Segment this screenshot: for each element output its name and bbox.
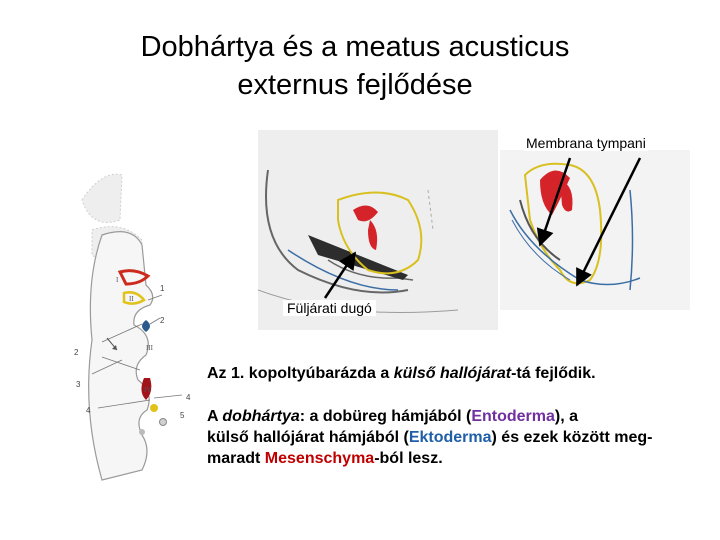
title-line-2: externus fejlődése bbox=[237, 69, 473, 101]
figure-roman-2: II bbox=[129, 295, 134, 303]
fuljarati-dugo-label: Füljárati dugó bbox=[283, 300, 376, 316]
title-line-1: Dobhártya és a meatus acusticus bbox=[140, 31, 570, 63]
p2-text-g: -ból lesz. bbox=[374, 450, 443, 467]
figure-number-3: 3 bbox=[76, 380, 81, 389]
figure-number-4b: 4 bbox=[186, 393, 191, 402]
pharyngeal-arches-figure bbox=[62, 160, 212, 490]
slide-title bbox=[60, 28, 650, 104]
mesenchyma-term: Mesenschyma bbox=[264, 450, 375, 467]
p2-italic: dobhártya bbox=[222, 408, 300, 425]
paragraph-1 bbox=[207, 363, 712, 384]
p1-text-b: -tá fejlődik. bbox=[511, 365, 596, 382]
figure-number-2a: 2 bbox=[160, 316, 165, 325]
p2-text-b: : a dobüreg hámjából ( bbox=[299, 408, 472, 425]
figure-number-5: 5 bbox=[180, 411, 185, 420]
figure-roman-1: I bbox=[116, 276, 119, 284]
p2-text-e: ) és ezek között meg- bbox=[491, 429, 653, 446]
paragraph-2 bbox=[207, 406, 712, 469]
ektoderma-term: Ektoderma bbox=[408, 429, 492, 446]
figure-number-2b: 2 bbox=[74, 348, 79, 357]
entoderma-term: Entoderma bbox=[471, 408, 555, 425]
p1-italic: külső hallójárat bbox=[393, 365, 512, 382]
figure-number-1: 1 bbox=[160, 284, 165, 293]
p2-text-f: maradt bbox=[207, 450, 265, 467]
membrana-tympani-figure bbox=[500, 150, 690, 310]
p2-text-a: A bbox=[207, 408, 223, 425]
p1-text-a: Az 1. kopoltyúbarázda a bbox=[207, 365, 394, 382]
figure-roman-3: III bbox=[146, 344, 153, 352]
p2-text-d: külső hallójárat hámjából ( bbox=[207, 429, 409, 446]
membrana-tympani-label: Membrana tympani bbox=[526, 135, 646, 151]
p2-text-c: ), a bbox=[554, 408, 579, 425]
figure-number-4a: 4 bbox=[86, 406, 91, 415]
figure-roman-4: IV bbox=[144, 386, 152, 394]
